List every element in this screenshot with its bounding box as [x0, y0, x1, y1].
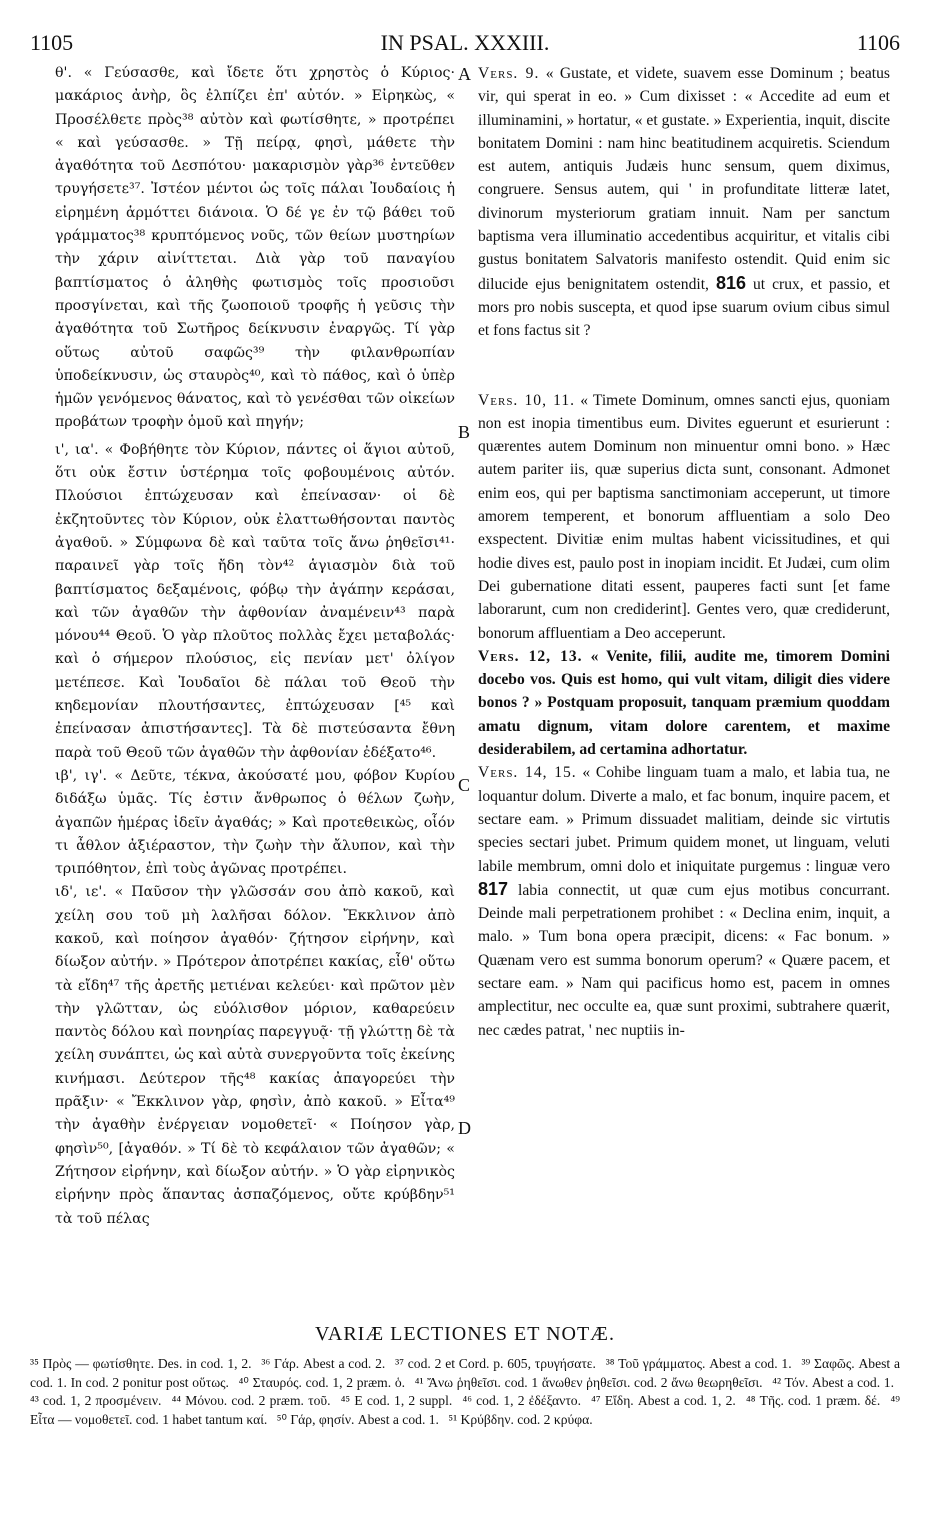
- greek-paragraph-12-13: ιβ', ιγ'. « Δεῦτε, τέκνα, ἀκούσατέ μου, φόβον Κυρίου διδάξω ὑμᾶς. Τίς ἐστιν ἄνθρωπος ὁ θέλων ζωὴν, ἀγαπῶν ἡμέρας ἰδεῖν ἀγαθάς; » Καὶ προτεθεικὼς, οἷόν τι ἆθλον ἀξιέραστον, τὴν ζωὴν τὴν ἄλυπον, καὶ τὴν τριπόθητον, ἐπὶ τοὺς ἀγῶνας προτρέπει.: [55, 767, 455, 878]
- note-item: ⁴⁵ E cod. 1, 2 suppl.: [340, 1393, 453, 1408]
- column-number-817: 817: [478, 878, 509, 899]
- latin-column: [478, 62, 890, 1042]
- right-page-number: 1106: [856, 30, 900, 55]
- latin-paragraph-10-11: [478, 389, 890, 645]
- latin-text: ut crux, et passio, et mors pro nobis suscepta, et quod ipse suarum ovium cibus simul et fons factus sit ?: [478, 275, 891, 340]
- note-item: ³⁸ Τοῦ γράμματος. Abest a cod. 1.: [605, 1356, 792, 1371]
- column-number-816: 816: [715, 272, 746, 293]
- margin-letter-c: C: [458, 775, 471, 795]
- note-item: ³⁵ Πρὸς — φωτίσθητε. Des. in cod. 1, 2.: [30, 1356, 252, 1371]
- latin-text: « Gustate, et videte, suavem esse Dominum ; beatus vir, qui sperat in eo. » Cum dixisset : « Accedite ad eum et illuminamini, » hortatur, « et gustate. » Experientia, inquit, discite bonitatem Domini : nam hinc beatitudinem acquiretis. Sciendum est autem, antiquis Judæis hunc sensum, quem diximus, congruere. Sensus autem, qui ' in profunditate litteræ latet, divinorum mysteriorum gratiam innuit. Nam per sanctum baptisma vera illuminatio accedentibus acquiritur, et vitalis cibi gustus bonitatem Salvatoris manifesto ostendit. Quid enim sic dilucide ejus benignitatem ostendit,: [478, 65, 891, 293]
- spacer: [478, 343, 890, 389]
- note-item: ³⁶ Γάρ. Abest a cod. 2.: [261, 1356, 386, 1371]
- verse-label: Vers. 14, 15.: [478, 764, 577, 782]
- note-item: ⁴¹ Ἄνω ῥηθεῖσι. cod. 1 ἄνωθεν ῥηθεῖσι. cod. 2 ἄνω θεωρηθεῖσι.: [414, 1374, 763, 1390]
- greek-paragraph-9: θ'. « Γεύσασθε, καὶ ἴδετε ὅτι χρηστὸς ὁ Κύριος· μακάριος ἀνὴρ, ὃς ἐλπίζει ἐπ' αὐτόν. » Εἰρηκὼς, « Προσέλθετε πρὸς³⁸ αὐτὸν καὶ φωτίσθητε, » προτρέπει « καὶ γεύσασθε. » Τῇ πείρᾳ, φησὶ, μάθετε τὴν ἀγαθότητα τοῦ Δεσπότου· μακαρισμὸν γὰρ³⁶ ἐντεῦθεν τρυγήσετε³⁷. Ἰστέον μέντοι ὡς τοῖς πάλαι Ἰουδαίοις ἡ εἰρημένη ἁρμόττει διάνοια. Ὁ δέ γε ἐν τῷ βάθει τοῦ γράμματος³⁸ κρυπτόμενος νοῦς, τῶν θείων μυστηρίων τὴν χάριν αἰνίττεται. Διὰ γὰρ τοῦ παναγίου βαπτίσματος ὁ ἀληθὴς φωτισμὸς τοῖς προσιοῦσι προσγίνεται, καὶ τῆς ζωοποιοῦ τροφῆς ἡ γεῦσις τὴν ἀγαθότητα τοῦ Σωτῆρος δείκνυσιν ἐναργῶς. Τί γὰρ οὕτως αὐτοῦ σαφῶς³⁹ τὴν φιλανθρωπίαν ὑποδείκνυσιν, ὡς σταυρὸς⁴⁰, καὶ τὸ πάθος, καὶ ὁ ὑπὲρ ἡμῶν γενόμενος θάνατος, καὶ τὸ γενέσθαι τῶν οἰκείων προβάτων τροφὴν ὁμοῦ καὶ πηγήν;: [55, 65, 455, 431]
- margin-letter-a: A: [458, 64, 471, 84]
- note-item: ⁴⁹ Εἶτα — νομοθετεῖ. cod. 1 habet tantum καί.: [30, 1393, 900, 1427]
- greek-column: [55, 62, 455, 1231]
- note-item: ⁴⁴ Μόνου. cod. 2 præm. τοῦ.: [171, 1393, 331, 1408]
- note-item: ⁴⁰ Σταυρός. cod. 1, 2 præm. ὁ.: [238, 1374, 406, 1390]
- latin-text: « Timete Dominum, omnes sancti ejus, quoniam non est inopia timentibus eum. Divites eguerunt et esurierunt : quærentes autem Dominum non minuentur omni bono. » Hæc autem pariter iis, quæ superius dicta sunt, consonant. Admonet enim eos, qui per baptisma sanctimoniam acceperunt, ut timore amorem temperent, et bonorum affluentiam a solo Deo exspectent. Divitiæ enim multas habent vicissitudines, et qui hodie dives est, paulo post in inopiam incidit. Et Judæi, cum olim Dei gubernatione ditati essent, pauperes facti sunt [et fame laborarunt, cum non crediderint]. Gentes vero, quæ crediderunt, bonorum affluentiam a Deo acceperunt.: [478, 391, 890, 642]
- note-item: ⁴⁸ Τῆς. cod. 1 præm. δέ.: [745, 1393, 881, 1408]
- left-page-number: 1105: [30, 30, 74, 55]
- note-item: ⁴² Τόν. Abest a cod. 1.: [772, 1374, 895, 1390]
- note-item: ⁴³ cod. 1, 2 προσμένειν.: [30, 1393, 162, 1408]
- greek-paragraph-14-15: ιδ', ιε'. « Παῦσον τὴν γλῶσσάν σου ἀπὸ κακοῦ, καὶ χείλη σου τοῦ μὴ λαλῆσαι δόλον. Ἔκκλινον ἀπὸ κακοῦ, καὶ ποίησον ἀγαθόν· ζήτησον εἰρήνην, καὶ δίωξον αὐτήν. » Πρότερον ἀποτρέπει κακίας, εἶθ' οὕτω τὰ εἴδη⁴⁷ τῆς ἀρετῆς μετιέναι κελεύει· καὶ πρῶτον μὲν τὴν γλῶτταν, ὡς εὐόλισθον μόριον, καθαρεύειν παντὸς δόλου καὶ πονηρίας παρεγγυᾷ· τῇ γλώττῃ δὲ τὰ χείλη συνάπτει, ὡς καὶ αὐτὰ συνεργοῦντα τοῖς ἐκείνης κινήμασι. Δεύτερον τῆς⁴⁸ κακίας ἀπαγορεύει τὴν πρᾶξιν· « Ἔκκλινον γὰρ, φησὶν, ἀπὸ κακοῦ. » Εἶτα⁴⁹ τὴν ἀγαθὴν ἐνέργειαν νομοθετεῖ· « Ποίησον γὰρ, φησὶν⁵⁰, [ἀγαθόν. » Τί δὲ τὸ κεφάλαιον τῶν ἀγαθῶν; « Ζήτησον εἰρήνην, καὶ δίωξον αὐτήν. » Ὁ γὰρ εἰρηνικὸς εἰρήνην πρὸς ἅπαντας ἀσπαζόμενος, οὔτε κρύβδην⁵¹ τὰ τοῦ πέλας: [55, 884, 455, 1227]
- latin-text: « Cohibe linguam tuam a malo, et labia tua, ne loquantur dolum. Diverte a malo, et fac bonum, inquire pacem, et sectare eam. » Primum dissuadet malitiam, deinde sic virtutis species sectari jubet. Primum quidem monet, ut linguam, veluti labile membrum, omni dolo et iniquitate purgemus : linguæ vero: [478, 764, 890, 875]
- latin-paragraph-12-13: [478, 645, 890, 761]
- note-item: ³⁹ Σαφῶς. Abest a cod. 1. In cod. 2 ponitur post οὕτως.: [30, 1356, 901, 1390]
- note-item: ³⁷ cod. 2 et Cord. p. 605, τρυγήσατε.: [395, 1356, 596, 1371]
- notes-title: VARIÆ LECTIONES ET NOTÆ.: [315, 1323, 615, 1345]
- margin-letter-b: B: [458, 422, 471, 442]
- latin-paragraph-9: [478, 62, 890, 343]
- note-item: ⁴⁶ cod. 1, 2 ἐδέξαντο.: [462, 1393, 581, 1408]
- note-item: ⁵⁰ Γάρ, φησίν. Abest a cod. 1.: [276, 1411, 439, 1427]
- latin-text: « Venite, filii, audite me, timorem Domini docebo vos. Quis est homo, qui vult vitam, diligit dies videre bonos ? » Postquam proposuit, tanquam præmium quoddam amatu dignum, vitam dolore carentem, et maxime desiderabilem, ad certamina adhortatur.: [478, 647, 890, 759]
- running-title: IN PSAL. XXXIII.: [380, 30, 550, 55]
- verse-label: Vers. 10, 11.: [478, 391, 576, 409]
- greek-paragraph-10-11: ι', ια'. « Φοβήθητε τὸν Κύριον, πάντες οἱ ἅγιοι αὐτοῦ, ὅτι οὐκ ἔστιν ὑστέρημα τοῖς φοβουμένοις αὐτόν. Πλούσιοι ἐπτώχευσαν καὶ ἐπείνασαν· οἱ δὲ ἐκζητοῦντες τὸν Κύριον, οὐκ ἐλαττωθήσονται παντὸς ἀγαθοῦ. » Σύμφωνα δὲ καὶ ταῦτα τοῖς ἄνω ῥηθεῖσι⁴¹· παραινεῖ γὰρ τοῖς ἤδη τὸν⁴² ἁγιασμὸν διὰ τοῦ βαπτίσματος δεξαμένοις, φόβῳ τὴν ἀγάπην κεράσαι, καὶ τῶν ἀγαθῶν τὴν ἀφθονίαν ἀναμένειν⁴³ παρὰ μόνου⁴⁴ Θεοῦ. Ὁ γὰρ πλοῦτος πολλὰς ἔχει μεταβολάς· καὶ ὁ σήμερον πλούσιος, εἰς πενίαν μετ' ὀλίγον μετέπεσε. Καὶ Ἰουδαῖοι δὲ πάλαι τοῦ Θεοῦ τὴν κηδεμονίαν πλουτήσαντες, ἐπτώχευσαν [⁴⁵ καὶ ἐπείνασαν ἀπιστήσαντες]. Τὰ δὲ πιστεύσαντα ἔθνη παρὰ τοῦ Θεοῦ τῶν ἀγαθῶν τὴν ἀφθονίαν ἐδέξατο⁴⁶.: [55, 441, 455, 761]
- margin-letter-d: D: [458, 1118, 471, 1138]
- note-item: ⁵¹ Κρύβδην. cod. 2 κρύφα.: [448, 1411, 593, 1427]
- latin-paragraph-14-15: [478, 761, 890, 1042]
- notes: [30, 1355, 900, 1429]
- running-header: [30, 30, 900, 60]
- verse-label: Vers. 9.: [478, 65, 540, 82]
- latin-text: labia connectit, ut quæ cum ejus motibus concurrant. Deinde mali perpetrationem prohibet : « Declina enim, inquit, a malo. » Tum bona opera præcipit, dicens: « Fac bonum. » Quænam vero est summa bonorum operum? « Quære pacem, et sectare eam. » Nam qui pacificus homo est, pacem in omnes amplectitur, nec occulte ea, quæ sunt proximi, subtrahere quærit, nec cædes patrat, ' nec nuptiis in-: [478, 881, 890, 1039]
- verse-label: Vers. 12, 13.: [478, 647, 583, 665]
- note-item: ⁴⁷ Εἴδη. Abest a cod. 1, 2.: [591, 1393, 736, 1408]
